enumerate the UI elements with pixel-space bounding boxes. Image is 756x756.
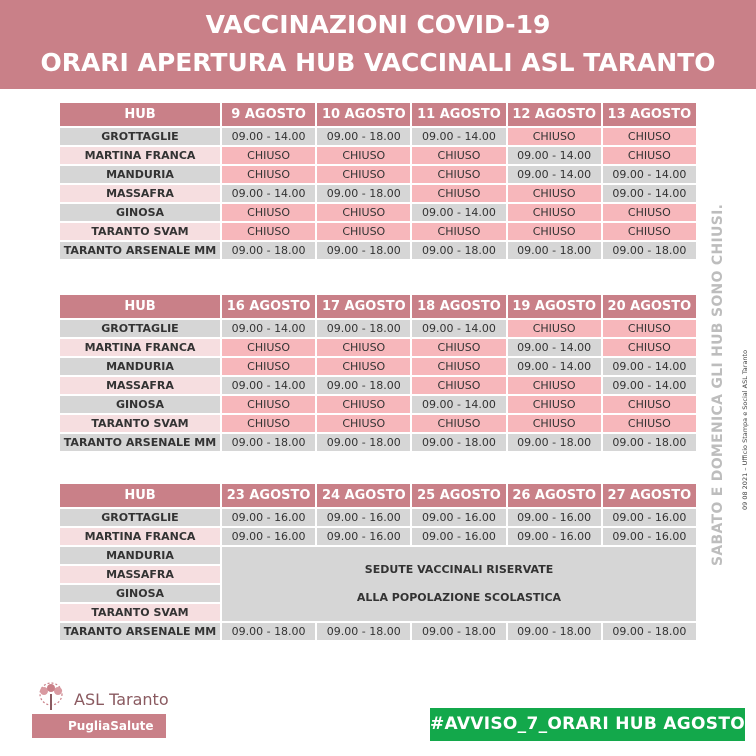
time-slot-cell: 09.00 - 14.00: [508, 147, 601, 164]
time-slot-cell: 09.00 - 16.00: [317, 528, 410, 545]
table-row: [60, 204, 696, 221]
day-header: 26 AGOSTO: [508, 484, 601, 507]
hub-name: MASSAFRA: [60, 566, 220, 583]
table-header-row: [60, 295, 696, 318]
time-slot-cell: 09.00 - 14.00: [603, 185, 696, 202]
time-slot-cell: CHIUSO: [603, 415, 696, 432]
hub-name: TARANTO ARSENALE MM: [60, 242, 220, 259]
time-slot-cell: CHIUSO: [222, 223, 315, 240]
time-slot-cell: 09.00 - 18.00: [508, 434, 601, 451]
title-line-2: ORARI APERTURA HUB VACCINALI ASL TARANTO: [40, 48, 716, 77]
time-slot-cell: CHIUSO: [317, 396, 410, 413]
day-header: 10 AGOSTO: [317, 103, 410, 126]
time-slot-cell: CHIUSO: [508, 128, 601, 145]
time-slot-cell: 09.00 - 16.00: [508, 528, 601, 545]
time-slot-cell: CHIUSO: [603, 339, 696, 356]
time-slot-cell: 09.00 - 14.00: [603, 166, 696, 183]
time-slot-cell: 09.00 - 14.00: [412, 128, 505, 145]
hub-name: MANDURIA: [60, 166, 220, 183]
logo-brand: PugliaSalute: [32, 714, 166, 738]
day-header: 11 AGOSTO: [412, 103, 505, 126]
hashtag-banner: #AVVISO_7_ORARI HUB AGOSTO: [430, 708, 745, 741]
time-slot-cell: 09.00 - 14.00: [412, 320, 505, 337]
time-slot-cell: CHIUSO: [508, 396, 601, 413]
day-header: 20 AGOSTO: [603, 295, 696, 318]
time-slot-cell: 09.00 - 18.00: [603, 623, 696, 640]
time-slot-cell: 09.00 - 18.00: [603, 242, 696, 259]
time-slot-cell: 09.00 - 18.00: [317, 242, 410, 259]
table-row: [60, 377, 696, 394]
time-slot-cell: 09.00 - 14.00: [603, 377, 696, 394]
table-row: [60, 547, 696, 564]
hub-name: MARTINA FRANCA: [60, 339, 220, 356]
time-slot-cell: 09.00 - 16.00: [412, 528, 505, 545]
time-slot-cell: 09.00 - 14.00: [222, 377, 315, 394]
hub-name: GINOSA: [60, 204, 220, 221]
time-slot-cell: CHIUSO: [222, 339, 315, 356]
hub-name: TARANTO SVAM: [60, 604, 220, 621]
table-header-row: [60, 103, 696, 126]
hub-column-header: HUB: [60, 484, 220, 507]
table-header-row: [60, 484, 696, 507]
time-slot-cell: CHIUSO: [317, 166, 410, 183]
time-slot-cell: 09.00 - 14.00: [508, 166, 601, 183]
day-header: 9 AGOSTO: [222, 103, 315, 126]
time-slot-cell: 09.00 - 14.00: [508, 339, 601, 356]
time-slot-cell: CHIUSO: [412, 223, 505, 240]
time-slot-cell: 09.00 - 14.00: [508, 358, 601, 375]
time-slot-cell: CHIUSO: [222, 396, 315, 413]
time-slot-cell: 09.00 - 16.00: [508, 509, 601, 526]
time-slot-cell: CHIUSO: [508, 223, 601, 240]
time-slot-cell: 09.00 - 18.00: [317, 377, 410, 394]
time-slot-cell: 09.00 - 18.00: [412, 242, 505, 259]
hub-name: MARTINA FRANCA: [60, 147, 220, 164]
table-row: [60, 528, 696, 545]
table-row: [60, 128, 696, 145]
time-slot-cell: 09.00 - 18.00: [317, 185, 410, 202]
time-slot-cell: 09.00 - 14.00: [222, 320, 315, 337]
day-header: 24 AGOSTO: [317, 484, 410, 507]
day-header: 23 AGOSTO: [222, 484, 315, 507]
time-slot-cell: CHIUSO: [317, 147, 410, 164]
time-slot-cell: CHIUSO: [317, 415, 410, 432]
time-slot-cell: CHIUSO: [222, 415, 315, 432]
hub-name: GROTTAGLIE: [60, 320, 220, 337]
hub-name: MARTINA FRANCA: [60, 528, 220, 545]
table-row: [60, 396, 696, 413]
hub-column-header: HUB: [60, 295, 220, 318]
time-slot-cell: 09.00 - 14.00: [222, 128, 315, 145]
table-row: [60, 223, 696, 240]
title-line-1: VACCINAZIONI COVID-19: [205, 10, 551, 39]
time-slot-cell: 09.00 - 18.00: [317, 128, 410, 145]
time-slot-cell: CHIUSO: [603, 320, 696, 337]
time-slot-cell: 09.00 - 14.00: [412, 204, 505, 221]
day-header: 16 AGOSTO: [222, 295, 315, 318]
time-slot-cell: CHIUSO: [603, 147, 696, 164]
time-slot-cell: 09.00 - 18.00: [222, 623, 315, 640]
day-header: 13 AGOSTO: [603, 103, 696, 126]
time-slot-cell: 09.00 - 16.00: [412, 509, 505, 526]
time-slot-cell: CHIUSO: [222, 358, 315, 375]
hub-name: TARANTO ARSENALE MM: [60, 623, 220, 640]
hub-column-header: HUB: [60, 103, 220, 126]
time-slot-cell: CHIUSO: [317, 204, 410, 221]
time-slot-cell: CHIUSO: [508, 377, 601, 394]
schedule-table-week-3: [58, 482, 698, 642]
table-row: [60, 415, 696, 432]
time-slot-cell: 09.00 - 18.00: [412, 623, 505, 640]
hub-name: GROTTAGLIE: [60, 509, 220, 526]
day-header: 17 AGOSTO: [317, 295, 410, 318]
hub-name: GINOSA: [60, 396, 220, 413]
time-slot-cell: CHIUSO: [317, 223, 410, 240]
time-slot-cell: CHIUSO: [412, 166, 505, 183]
time-slot-cell: CHIUSO: [508, 415, 601, 432]
time-slot-cell: 09.00 - 18.00: [222, 242, 315, 259]
time-slot-cell: 09.00 - 18.00: [317, 320, 410, 337]
time-slot-cell: CHIUSO: [603, 204, 696, 221]
time-slot-cell: CHIUSO: [317, 358, 410, 375]
time-slot-cell: 09.00 - 16.00: [222, 509, 315, 526]
time-slot-cell: 09.00 - 16.00: [603, 528, 696, 545]
time-slot-cell: CHIUSO: [222, 166, 315, 183]
time-slot-cell: 09.00 - 14.00: [412, 396, 505, 413]
hub-name: MASSAFRA: [60, 185, 220, 202]
schedule-table-week-1: [58, 101, 698, 261]
credit-note: 09 08 2021 – Ufficio Stampa e Social ASL Taranto: [741, 349, 749, 510]
schedule-table-week-2: [58, 293, 698, 453]
time-slot-cell: 09.00 - 18.00: [603, 434, 696, 451]
table-row: [60, 147, 696, 164]
time-slot-cell: 09.00 - 18.00: [222, 434, 315, 451]
table-row: [60, 320, 696, 337]
time-slot-cell: 09.00 - 16.00: [222, 528, 315, 545]
hub-name: TARANTO ARSENALE MM: [60, 434, 220, 451]
time-slot-cell: CHIUSO: [317, 339, 410, 356]
table-row: [60, 358, 696, 375]
time-slot-cell: CHIUSO: [222, 147, 315, 164]
time-slot-cell: CHIUSO: [412, 185, 505, 202]
reserved-sessions-cell: [222, 547, 696, 621]
hub-name: MASSAFRA: [60, 377, 220, 394]
hub-name: GROTTAGLIE: [60, 128, 220, 145]
table-row: [60, 339, 696, 356]
day-header: 12 AGOSTO: [508, 103, 601, 126]
day-header: 27 AGOSTO: [603, 484, 696, 507]
time-slot-cell: CHIUSO: [412, 415, 505, 432]
time-slot-cell: CHIUSO: [412, 339, 505, 356]
table-row: [60, 242, 696, 259]
day-header: 19 AGOSTO: [508, 295, 601, 318]
time-slot-cell: CHIUSO: [603, 223, 696, 240]
time-slot-cell: 09.00 - 14.00: [222, 185, 315, 202]
time-slot-cell: 09.00 - 18.00: [508, 623, 601, 640]
logo-name: ASL Taranto: [74, 690, 169, 709]
time-slot-cell: CHIUSO: [508, 185, 601, 202]
table-row: [60, 434, 696, 451]
time-slot-cell: CHIUSO: [412, 358, 505, 375]
time-slot-cell: 09.00 - 18.00: [412, 434, 505, 451]
day-header: 25 AGOSTO: [412, 484, 505, 507]
time-slot-cell: CHIUSO: [603, 128, 696, 145]
reserved-line-2: ALLA POPOLAZIONE SCOLASTICA: [356, 591, 562, 604]
table-row: [60, 623, 696, 640]
time-slot-cell: CHIUSO: [603, 396, 696, 413]
time-slot-cell: CHIUSO: [412, 147, 505, 164]
hub-name: TARANTO SVAM: [60, 223, 220, 240]
table-row: [60, 509, 696, 526]
time-slot-cell: CHIUSO: [222, 204, 315, 221]
time-slot-cell: 09.00 - 18.00: [317, 434, 410, 451]
reserved-line-1: SEDUTE VACCINALI RISERVATE: [364, 563, 554, 576]
hub-name: MANDURIA: [60, 547, 220, 564]
weekend-closed-note: SABATO E DOMENICA GLI HUB SONO CHIUSI.: [710, 203, 726, 566]
table-row: [60, 185, 696, 202]
time-slot-cell: 09.00 - 18.00: [508, 242, 601, 259]
hub-name: GINOSA: [60, 585, 220, 602]
time-slot-cell: CHIUSO: [508, 320, 601, 337]
time-slot-cell: CHIUSO: [412, 377, 505, 394]
tree-logo-icon: [34, 682, 68, 714]
time-slot-cell: 09.00 - 16.00: [317, 509, 410, 526]
day-header: 18 AGOSTO: [412, 295, 505, 318]
page-header: [0, 0, 756, 89]
table-row: [60, 166, 696, 183]
hub-name: TARANTO SVAM: [60, 415, 220, 432]
time-slot-cell: CHIUSO: [508, 204, 601, 221]
time-slot-cell: 09.00 - 18.00: [317, 623, 410, 640]
asl-logo: [32, 682, 172, 742]
time-slot-cell: 09.00 - 14.00: [603, 358, 696, 375]
time-slot-cell: 09.00 - 16.00: [603, 509, 696, 526]
hub-name: MANDURIA: [60, 358, 220, 375]
